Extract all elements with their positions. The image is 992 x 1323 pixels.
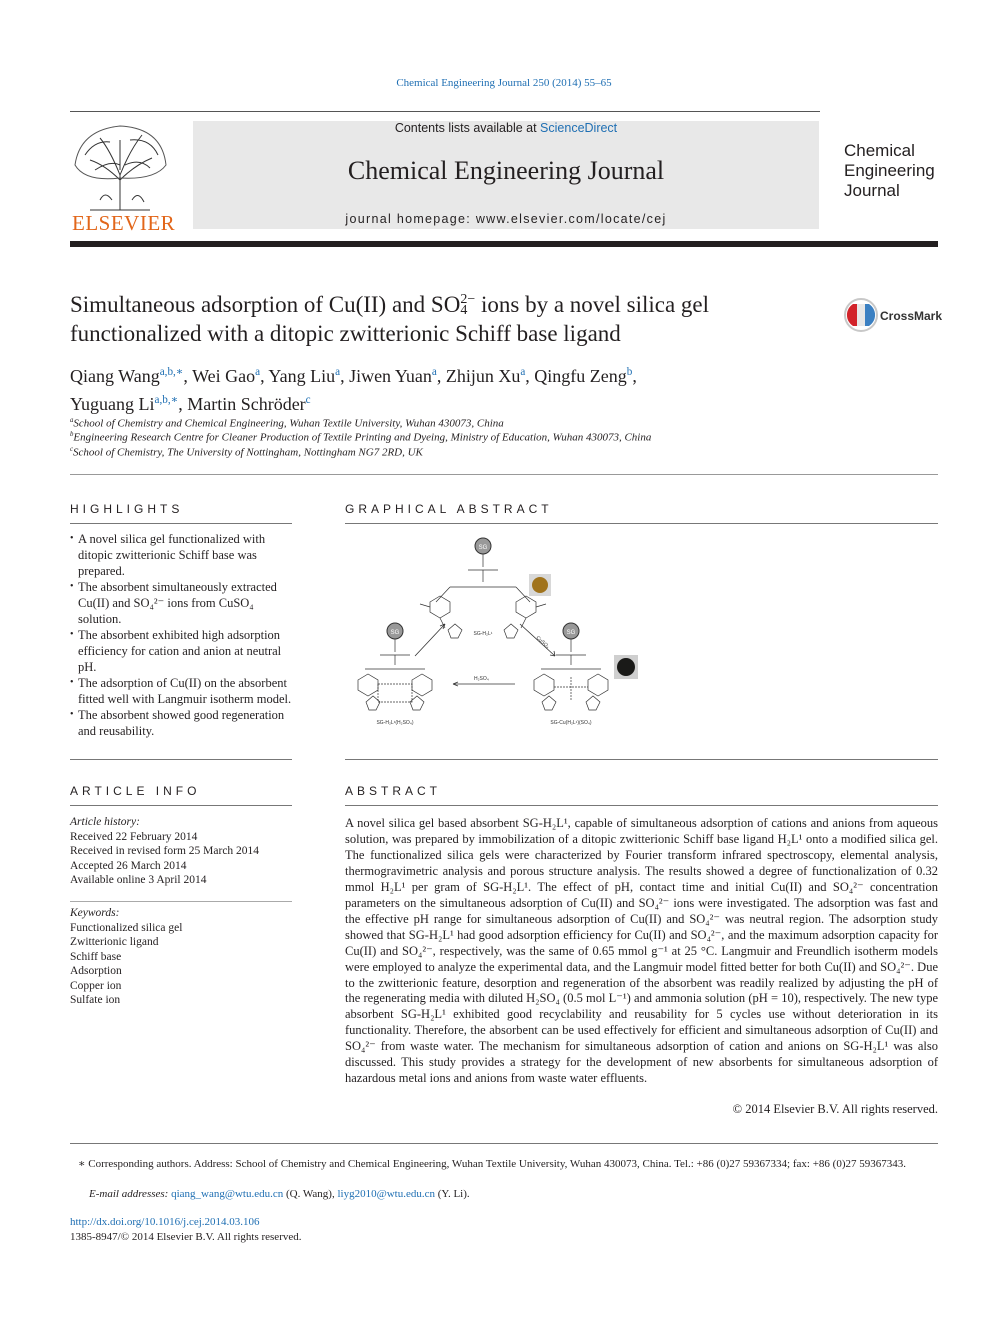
abstract-copyright: © 2014 Elsevier B.V. All rights reserved. [732,1102,938,1116]
affiliation-key: b [70,431,74,438]
sg-label-right: SG [566,630,576,636]
ligand-structure-top [420,554,546,638]
author-name: Qingfu Zeng [534,366,627,386]
article-title [70,290,820,348]
author-affiliation-mark[interactable]: a [520,366,526,378]
journal-homepage [193,212,819,226]
author-name: Zhijun Xu [445,366,521,386]
doi-link[interactable]: http://dx.doi.org/10.1016/j.cej.2014.03.106 [70,1216,260,1228]
email-link-1[interactable]: qiang_wang@wtu.edu.cn [171,1188,284,1200]
author-list: Qiang Wang$^{a,b,∗}$, Wei Gao$^a$, Yang Liu$^a$, Jiwen Yuan$^a$, Zhijun Xu$^a$, Qingfu Zeng$^b$, Yuguang $Li^{a,b,∗}$, Martin Schröder$^c$ [70,366,637,414]
ligand-structure-right [534,639,608,710]
arrow-left-up [415,624,445,656]
graphical-abstract-figure [340,532,650,732]
highlight-item: • The absorbent simultaneously extracted Cu(II) and SO₄²⁻ ions from CuSO₄ solution. [70,579,292,627]
title-sup: 2− [460,292,476,307]
author-affiliation-mark[interactable]: a [431,366,437,378]
title-sub: 4 [460,303,468,318]
sg-h2l1-h2so4-label: SG-H₂L¹(H₂SO₄) [376,720,414,726]
sg-h2l1-label: SG-H₂L¹ [473,631,493,637]
h2so4-arrow-label: H₂SO₄ [474,676,489,682]
sample-photo-brown [529,574,551,596]
article-info-rule [70,805,292,806]
elsevier-tree-logo [70,120,170,212]
author-name: Jiwen Yuan [349,366,432,386]
title-part-2: ions by a novel silica gel functionalized with a ditopic zwitterionic Schiff base ligand [70,292,710,346]
keyword: Functionalized silica gel [70,921,183,934]
sample-photo-dark [614,655,638,679]
cover-line-2: Engineering [844,161,935,180]
author-affiliation-mark[interactable]: a [255,366,261,378]
homepage-url[interactable]: www.elsevier.com/locate/cej [475,212,667,226]
title-sulfate-scripts [460,294,475,316]
affiliation-key: c [70,446,74,453]
history-entry: Accepted 26 March 2014 [70,859,187,872]
keywords [70,906,292,1008]
affiliation-c [70,446,920,459]
abstract-text: A novel silica gel based absorbent SG-H₂L¹, capable of simultaneous adsorption of cations and anions from aqueous solution, was prepared by immobilization of a ditopic zwitterionic Schiff base ligand H₂L¹ onto a modified silica gel. The functionalized silica gels were characterized by Fourier transform infrared spectroscopy, elemental analysis, thermogravimetric analysis and porous structure analysis. The results showed a degree of functionalization of 0.32 mmol H₂L¹ per gram of SG-H₂L¹. The effect of pH, contact time and initial Cu(II) and SO₄²⁻ concentration parameters on the simultaneous adsorption of Cu(II) and SO₄²⁻ ions were investigated. The adsorption was fast and the effective pH range for simultaneous adsorption of Cu(II) and SO₄²⁻ was neutral region. The adsorption study showed that SG-H₂L¹ had good adsorption efficiency for Cu(II) and SO₄²⁻, and the maximum adsorption capacity for Cu(II) and SO₄²⁻, respectively, was the same of 0.65 mmol g⁻¹ at 25 °C. Langmuir and Freundlich isotherm models were employed to analyze the experimental data, and the Langmuir model fitted better for both Cu(II) and SO₄²⁻. Due to the zwitterionic feature, desorption and regeneration of the absorbent was readily realized by adjusting the pH of the regenerating media with diluted H₂SO₄ (0.5 mol L⁻¹) and ammonia solution (pH = 10), respectively. The new type absorbent SG-H₂L¹ exhibited good recyclability and reusability for 5 cycles use without deterioration in its functionality. Therefore, the absorbent can be used effectively for efficient and simultaneous adsorption of Cu(II) and SO₄²⁻ from waste water. The mechanism for simultaneous adsorption of cation and anions on SG-H₂L¹ was also discussed. This study provides a strategy for the development of new absorbents for simultaneous adsorption of hazardous metal ions and anions from waste water effluents. [345,816,938,1086]
journal-title: Chemical Engineering Journal [347,156,665,185]
author-name: Yuguang Li [70,394,155,414]
author-affiliation-mark[interactable]: a,b,∗ [159,366,184,378]
sg-label-top: SG [478,545,488,551]
highlight-item: • A novel silica gel functionalized with ditopic zwitterionic Schiff base was prepared. [70,531,292,579]
affiliation-b [70,431,920,444]
crossmark-label[interactable]: CrossMark [880,309,943,323]
highlights-bottom-rule [70,759,292,760]
affiliation-a [70,417,920,430]
highlights-heading: HIGHLIGHTS [70,502,184,516]
author-name: Qiang Wang [70,366,160,386]
header-top-rule [70,111,820,112]
keyword: Adsorption [70,965,122,977]
highlight-item: • The adsorption of Cu(II) on the absorbent fitted well with Langmuir isotherm model. [70,675,292,707]
sciencedirect-link[interactable]: ScienceDirect [540,121,618,135]
keywords-label: Keywords: [70,907,120,919]
contents-line [193,121,819,135]
author-affiliation-mark[interactable]: a [335,366,341,378]
keyword: Copper ion [70,979,122,992]
journal-reference[interactable]: Chemical Engineering Journal 250 (2014) 55–65 [396,77,612,89]
article-info-heading: ARTICLE INFO [70,784,201,798]
graphical-abstract-bottom-rule [345,759,938,760]
elsevier-wordmark: ELSEVIER [72,211,176,235]
history-label: Article history: [70,816,140,828]
affiliation-text: School of Chemistry and Chemical Engineering, Wuhan Textile University, Wuhan 430073, China [73,417,504,430]
author-name: Martin Schröder [187,394,306,414]
front-matter-rule [70,474,938,475]
keyword: Schiff base [70,950,122,963]
graphical-abstract-heading: GRAPHICAL ABSTRACT [345,502,553,516]
homepage-prefix: journal homepage: [345,212,476,226]
highlights-rule [70,523,292,524]
header-thick-rule [70,241,938,247]
email-name-2: (Y. Li). [435,1188,470,1200]
journal-cover-logo [844,141,935,201]
corresponding-author-note: ∗ Corresponding authors. Address: School of Chemistry and Chemical Engineering, Wuhan Textile University, Wuhan 430073, China. Tel.: +86 (0)27 59367334; fax: +86 (0)27 59367343. [78,1158,906,1170]
keyword: Sulfate ion [70,994,121,1006]
issn-copyright: 1385-8947/© 2014 Elsevier B.V. All rights reserved. [70,1231,302,1243]
affiliation-text: Engineering Research Centre for Cleaner Production of Textile Printing and Dyeing, Ministry of Education, Wuhan 430073, China [73,431,652,444]
author-affiliation-mark[interactable]: c [305,394,311,406]
keyword: Zwitterionic ligand [70,936,159,948]
crossmark-icon[interactable] [843,297,879,333]
cover-line-1: Chemical [844,141,915,160]
sg-label-left: SG [390,630,400,636]
cuso4-arrow-label: CuSO₄ [534,635,551,650]
author-name: Yang Liu [268,366,336,386]
author-affiliation-mark[interactable]: a,b,∗ [154,394,179,406]
article-history [70,815,292,888]
footnote-rule [70,1143,938,1144]
abstract-rule [345,805,938,806]
highlights-list [70,531,292,739]
email-note [70,1187,957,1202]
abstract-heading: ABSTRACT [345,784,442,798]
keywords-rule [70,901,292,902]
cover-line-3: Journal [844,181,900,200]
sg-cu-complex-label: SG-Cu(H₂L¹)(SO₄) [550,720,592,726]
email-link-2[interactable]: liyg2010@wtu.edu.cn [337,1188,435,1200]
affiliation-text: School of Chemistry, The University of Nottingham, Nottingham NG7 2RD, UK [73,446,423,459]
highlight-item: • The absorbent exhibited high adsorption efficiency for cation and anion at neutral pH. [70,627,292,675]
history-entry: Received 22 February 2014 [70,830,198,843]
highlight-item: • The absorbent showed good regeneration and reusability. [70,707,292,739]
title-part-1: Simultaneous adsorption of Cu(II) and SO [70,292,461,317]
affiliation-key: a [70,417,74,424]
email-name-1: (Q. Wang), [283,1188,338,1200]
email-label: E-mail addresses: [89,1188,172,1200]
contents-prefix: Contents lists available at [394,121,541,135]
graphical-abstract-rule [345,523,938,524]
author-affiliation-mark[interactable]: b [626,366,633,378]
history-entry: Received in revised form 25 March 2014 [70,845,260,857]
author-name: Wei Gao [192,366,256,386]
history-entry: Available online 3 April 2014 [70,874,207,886]
